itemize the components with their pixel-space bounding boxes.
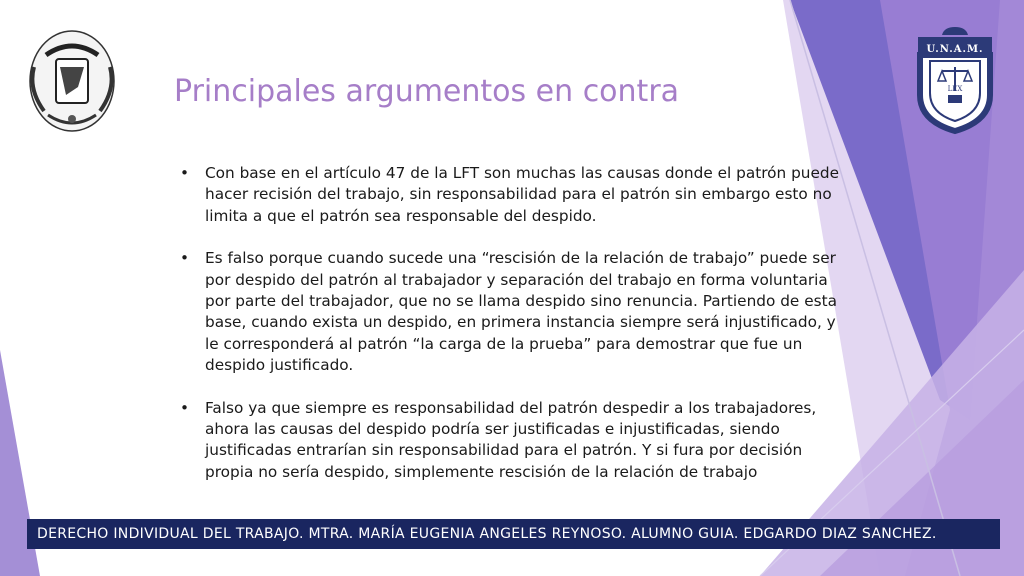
right-logo-lex-text: LEX (947, 85, 963, 93)
bullet-item (178, 248, 843, 376)
bullet-text: Es falso porque cuando sucede una “rescisión de la relación de trabajo” puede ser por despido del patrón al trabajador y separación del trabajo en forma voluntaria por parte del trabajador, que no se llama despido sino renuncia. Partiendo de esta base, cuando exista un despido, en primera instancia siempre será injustificado, y le corresponderá al patrón “la carga de la prueba” para demostrar que fue un despido justificado. (205, 249, 837, 375)
bullet-item (178, 163, 843, 227)
footer-text: DERECHO INDIVIDUAL DEL TRABAJO. MTRA. MARÍA EUGENIA ANGELES REYNOSO. ALUMNO GUIA. EDGARDO DIAZ SANCHEZ. (37, 526, 937, 542)
bullet-icon: • (180, 249, 190, 268)
unam-shield-logo (26, 27, 118, 135)
page-title: Principales argumentos en contra (174, 74, 680, 109)
bullet-icon: • (180, 164, 190, 182)
bullet-item (178, 398, 843, 484)
bullet-text: Falso ya que siempre es responsabilidad del patrón despedir a los trabajadores, ahora las causas del despido podría ser justificadas e injustificadas, siendo justificadas entrarían sin responsabilidad para el patrón. Y si fura por decisión propia no sería despido, simplemente rescisión de la relación de trabajo (205, 398, 817, 481)
bullet-icon: • (180, 398, 190, 417)
facultad-derecho-shield-logo (914, 25, 996, 135)
right-logo-top-text: U.N.A.M. (926, 44, 984, 55)
bullet-list (178, 163, 843, 504)
footer-bar (27, 519, 1000, 549)
bullet-text: Con base en el artículo 47 de la LFT son muchas las causas donde el patrón puede hacer recisión del trabajo, sin responsabilidad para el patrón sin embargo esto no limita a que el patrón sea responsable del despido. (205, 164, 840, 225)
